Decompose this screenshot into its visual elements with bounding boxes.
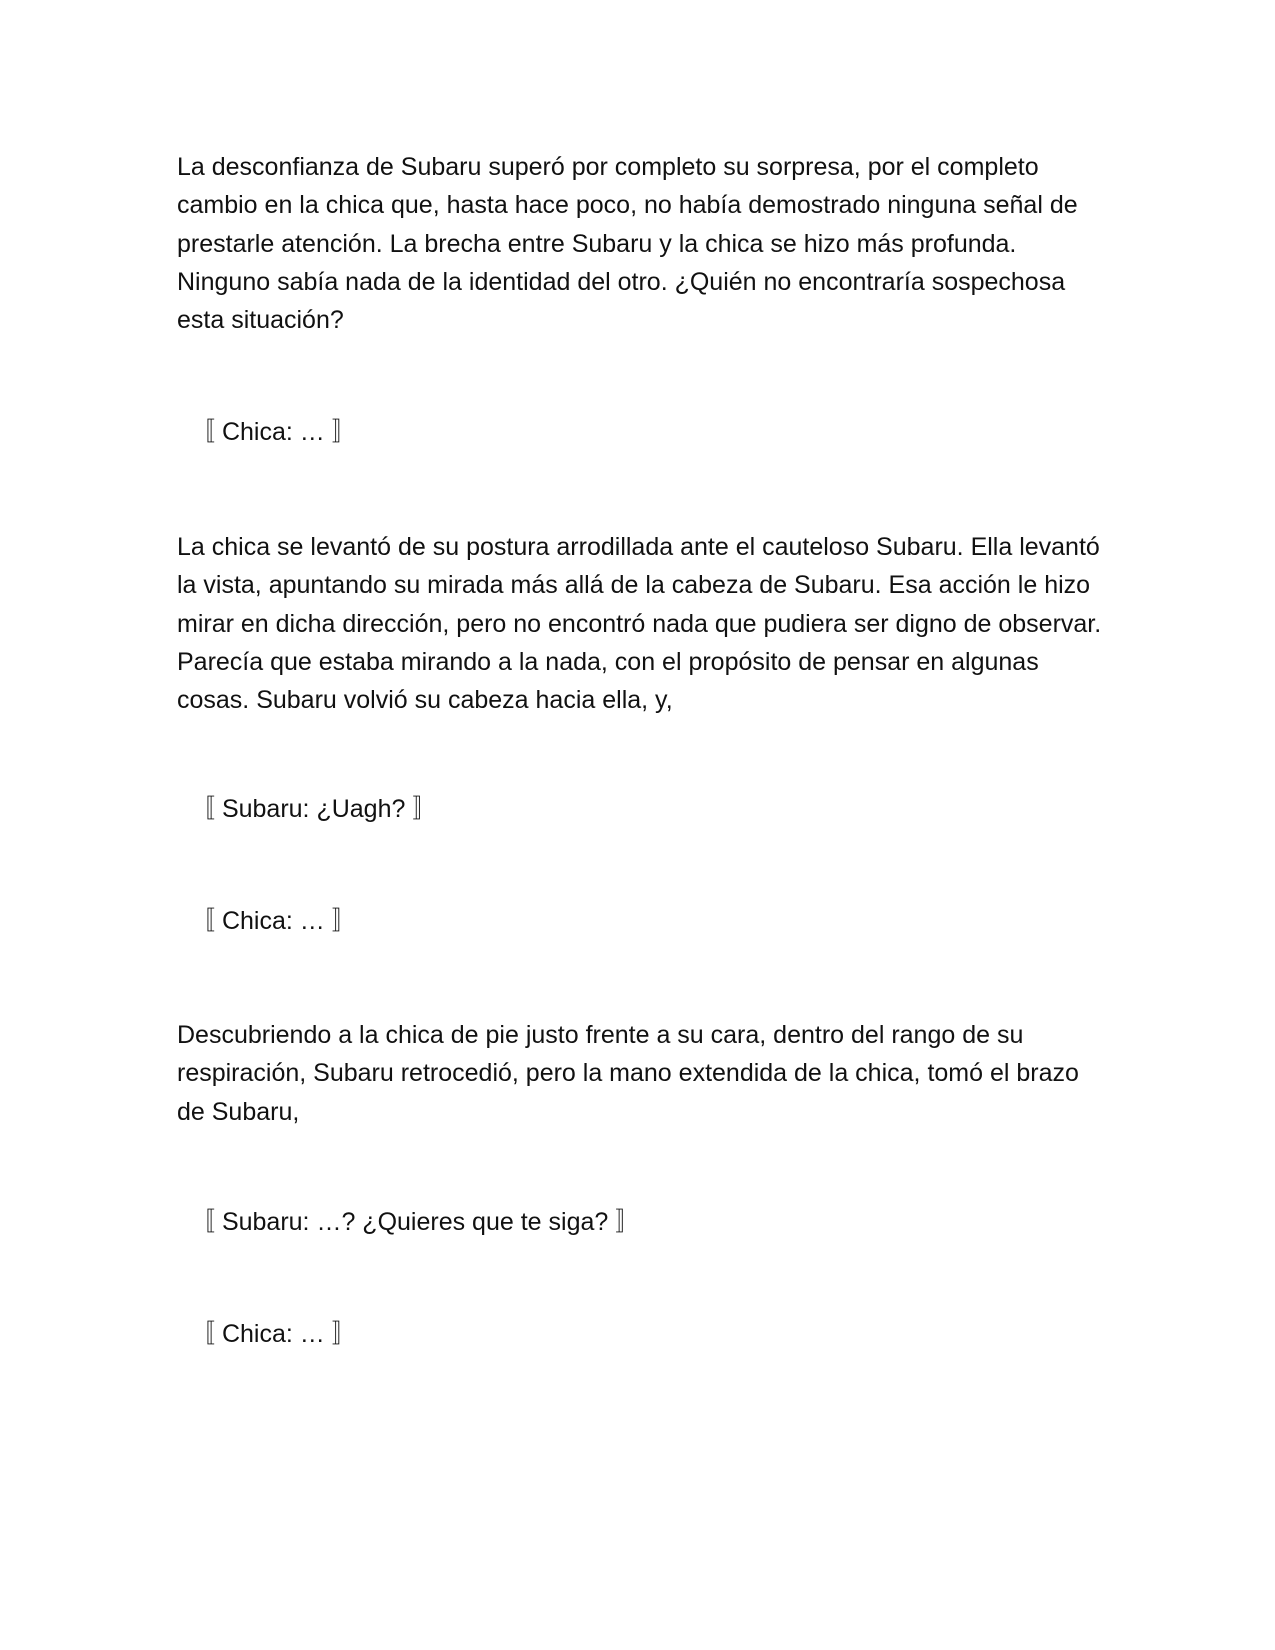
dialogue-line: 〚 Subaru: ¿Uagh? 〛 (190, 795, 438, 823)
dialogue-line: 〚 Chica: … 〛 (190, 418, 357, 446)
narration-paragraph: La desconfianza de Subaru superó por completo su sorpresa, por el completo cambio en la chica que, hasta hace poco, no había demostrado ninguna señal de prestarle atención. La brecha entre Subaru y la chica se hizo más profunda. Ninguno sabía nada de la identidad del otro. ¿Quién no encontraría sospechosa esta situación? (177, 153, 1078, 335)
narration-paragraph: La chica se levantó de su postura arrodillada ante el cauteloso Subaru. Ella levantó la vista, apuntando su mirada más allá de la cabeza de Subaru. Esa acción le hizo mirar en dicha dirección, pero no encontró nada que pudiera ser digno de observar. Parecía que estaba mirando a la nada, con el propósito de pensar en algunas cosas. Subaru volvió su cabeza hacia ella, y, (177, 533, 1102, 715)
dialogue-line: 〚 Subaru: …? ¿Quieres que te siga? 〛 (190, 1208, 641, 1236)
narration-paragraph: Descubriendo a la chica de pie justo frente a su cara, dentro del rango de su respiración, Subaru retrocedió, pero la mano extendida de la chica, tomó el brazo de Subaru, (177, 1021, 1079, 1126)
dialogue-line: 〚 Chica: … 〛 (190, 1320, 357, 1348)
dialogue-line: 〚 Chica: … 〛 (190, 907, 357, 935)
